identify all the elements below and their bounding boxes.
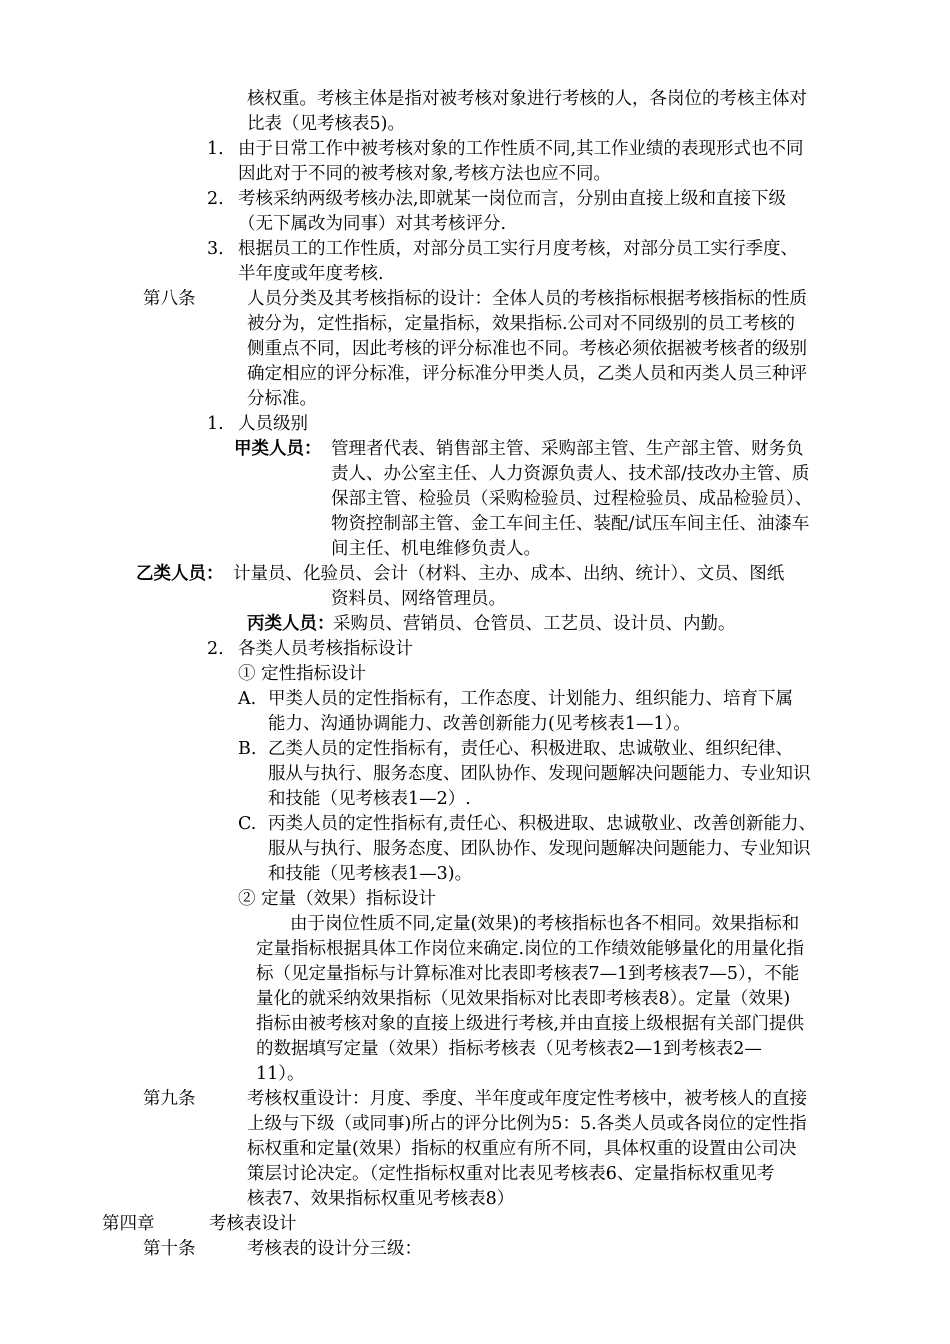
article-line: 标权重和定量(效果）指标的权重应有所不同，具体权重的设置由公司决 [247, 1139, 797, 1159]
list-letter: A. [238, 689, 257, 709]
list-number: 1. [207, 414, 224, 434]
category-label: 丙类人员： [247, 614, 335, 634]
list-item-line: 服从与执行、服务态度、团队协作、发现问题解决问题能力、专业知识 [268, 839, 811, 859]
category-label: 甲类人员： [234, 439, 322, 459]
list-letter: B. [238, 739, 257, 759]
paragraph-line: 11）。 [256, 1064, 305, 1084]
article-line: 考核表的设计分三级： [247, 1239, 422, 1259]
article-label: 第十条 [143, 1239, 196, 1259]
list-item-line: 因此对于不同的被考核对象,考核方法也应不同。 [238, 164, 612, 184]
category-line: 责人、办公室主任、人力资源负责人、技术部/技改办主管、质 [331, 464, 810, 484]
article-label: 第九条 [143, 1089, 196, 1109]
list-item-line: 半年度或年度考核. [238, 264, 384, 284]
category-line: 计量员、化验员、会计（材料、主办、成本、出纳、统计）、文员、图纸 [233, 564, 785, 584]
article-line: 分标准。 [247, 389, 317, 409]
paragraph-line: 定量指标根据具体工作岗位来确定.岗位的工作绩效能够量化的用量化指 [256, 939, 805, 959]
article-line: 上级与下级（或同事)所占的评分比例为5：5.各类人员或各岗位的定性指 [247, 1114, 807, 1134]
list-letter: C. [238, 814, 257, 834]
category-label: 乙类人员： [136, 564, 224, 584]
intro-line: 核权重。考核主体是指对被考核对象进行考核的人，各岗位的考核主体对 [247, 89, 807, 109]
article-label: 第八条 [143, 289, 196, 309]
subsection-heading: ① 定性指标设计 [238, 664, 367, 684]
article-line: 核表7、效果指标权重见考核表8） [247, 1189, 515, 1209]
paragraph-line: 指标由被考核对象的直接上级进行考核,并由直接上级根据有关部门提供 [256, 1014, 805, 1034]
chapter-label: 第四章 [102, 1214, 155, 1234]
article-line: 考核权重设计：月度、季度、半年度或年度定性考核中，被考核人的直接 [247, 1089, 807, 1109]
list-item-line: 丙类人员的定性指标有,责任心、积极进取、忠诚敬业、改善创新能力、 [268, 814, 817, 834]
list-number: 2. [207, 189, 224, 209]
list-item-line: 乙类人员的定性指标有，责任心、积极进取、忠诚敬业、组织纪律、 [268, 739, 793, 759]
list-item-line: 根据员工的工作性质，对部分员工实行月度考核，对部分员工实行季度、 [238, 239, 798, 259]
article-line: 策层讨论决定。（定性指标权重对比表见考核表6、定量指标权重见考 [247, 1164, 775, 1184]
category-line: 采购员、营销员、仓管员、工艺员、设计员、内勤。 [333, 614, 736, 634]
list-item-line: 能力、沟通协调能力、改善创新能力(见考核表1—1）。 [268, 714, 691, 734]
list-item-line: 考核采纳两级考核办法,即就某一岗位而言，分别由直接上级和直接下级 [238, 189, 787, 209]
paragraph-line: 标（见定量指标与计算标准对比表即考核表7—1到考核表7—5），不能 [256, 964, 800, 984]
intro-line: 比表（见考核表5)。 [247, 114, 405, 134]
chapter-title: 考核表设计 [209, 1214, 297, 1234]
subsection-heading: ② 定量（效果）指标设计 [238, 889, 437, 909]
paragraph-line: 量化的就采纳效果指标（见效果指标对比表即考核表8）。定量（效果) [256, 989, 791, 1009]
category-line: 资料员、网络管理员。 [331, 589, 506, 609]
list-item-line: 甲类人员的定性指标有，工作态度、计划能力、组织能力、培育下属 [268, 689, 793, 709]
list-item-line: 人员级别 [238, 414, 308, 434]
category-line: 管理者代表、销售部主管、采购部主管、生产部主管、财务负 [331, 439, 804, 459]
list-number: 3. [207, 239, 224, 259]
category-line: 保部主管、检验员（采购检验员、过程检验员、成品检验员）、 [331, 489, 813, 509]
paragraph-line: 由于岗位性质不同,定量(效果)的考核指标也各不相同。效果指标和 [290, 914, 800, 934]
category-line: 物资控制部主管、金工车间主任、装配/试压车间主任、油漆车 [331, 514, 810, 534]
list-item-line: （无下属改为同事）对其考核评分. [238, 214, 507, 234]
article-line: 被分为，定性指标，定量指标，效果指标.公司对不同级别的员工考核的 [247, 314, 796, 334]
paragraph-line: 的数据填写定量（效果）指标考核表（见考核表2—1到考核表2— [256, 1039, 762, 1059]
list-item-line: 服从与执行、服务态度、团队协作、发现问题解决问题能力、专业知识 [268, 764, 811, 784]
list-number: 2. [207, 639, 224, 659]
list-item-line: 各类人员考核指标设计 [238, 639, 413, 659]
article-line: 确定相应的评分标准，评分标准分甲类人员，乙类人员和丙类人员三种评 [247, 364, 807, 384]
list-item-line: 和技能（见考核表1—3)。 [268, 864, 473, 884]
list-number: 1. [207, 139, 224, 159]
article-line: 侧重点不同，因此考核的评分标准也不同。考核必须依据被考核者的级别 [247, 339, 807, 359]
article-line: 人员分类及其考核指标的设计：全体人员的考核指标根据考核指标的性质 [247, 289, 807, 309]
list-item-line: 和技能（见考核表1—2）. [268, 789, 471, 809]
category-line: 间主任、机电维修负责人。 [331, 539, 541, 559]
list-item-line: 由于日常工作中被考核对象的工作性质不同,其工作业绩的表现形式也不同 [238, 139, 804, 159]
